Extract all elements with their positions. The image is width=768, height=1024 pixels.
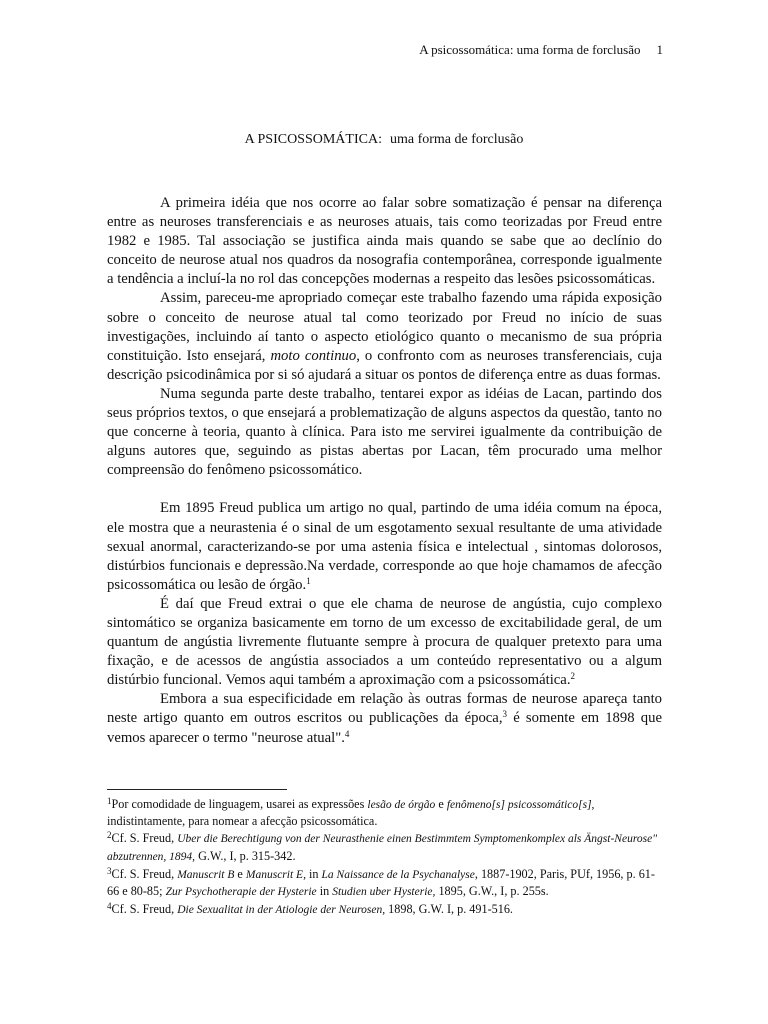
footnote-ref-1[interactable]: 1: [306, 575, 311, 586]
footnote-4-number: 4: [107, 901, 112, 912]
title-subtitle: uma forma de forclusão: [389, 132, 524, 147]
footnote-1-text-c: indistintamente, para nomear a afecção psicossomática.: [107, 814, 378, 829]
footnote-4-text-a: Cf. S. Freud,: [111, 902, 178, 917]
footnote-2: [107, 830, 662, 864]
paragraph-6: [107, 690, 662, 747]
footnote-3-italic-3: La Naissance de la Psychanalyse: [321, 868, 475, 881]
footnote-1-italic-2: fenômeno[s] psicossomático[s],: [446, 799, 595, 811]
footnote-3-text-a: Cf. S. Freud,: [111, 866, 178, 881]
footnote-4: [107, 901, 662, 918]
paragraph-6-text-b: é somente em 1898 que vemos aparecer o termo "neurose atual".: [107, 710, 662, 746]
title-main: A PSICOSSOMÁTICA:: [244, 132, 382, 147]
footnote-3-italic-5: Studien uber Hysterie,: [332, 886, 436, 899]
footnote-2-italic-1: Uber die Berechtigung von der Neurasthenie einen Bestimmtem Symptomenkomplex als Ängst-Neurose" abzutrennen, 1894,: [107, 833, 658, 863]
footnote-3-text-b: e: [234, 866, 246, 881]
footnote-1-number: 1: [107, 796, 112, 806]
footnote-3-italic-1: Manuscrit B: [177, 868, 235, 881]
paragraph-2-text-b: , o confronto com as neuroses transferenciais, cuja descrição psicodinâmica por si só ajudará a situar os pontos de diferença entre as duas formas.: [107, 347, 663, 383]
footnote-3: [107, 866, 662, 900]
footnote-1-text-a: Por comodidade de linguagem, usarei as expressões: [111, 797, 368, 811]
paragraph-2: [107, 289, 662, 384]
footnote-1-text-b: e: [435, 797, 447, 811]
footnote-3-number: 3: [107, 865, 112, 876]
paragraph-3: [107, 385, 662, 480]
paragraph-1-text: A primeira idéia que nos ocorre ao falar sobre somatização é pensar na diferença entre as neuroses transferenciais e as neuroses atuais, tais como teorizadas por Freud entre 1982 e 1985. Tal associação se justifica ainda mais quando se sabe que ao declínio do conceito de neurose atual nos quadros da nosografia contemporânea, corresponde igualmente a tendência a incluí-la no rol das concepções modernas a respeito das lesões psicossomáticas.: [107, 195, 662, 288]
paragraph-4-text: Em 1895 Freud publica um artigo no qual, partindo de uma idéia comum na época, ele mostra que a neurastenia é o sinal de um esgotamento sexual resultante de uma atividade sexual anormal, caracterizando-se por uma astenia física e intelectual , sintomas dolorosos, distúrbios funcionais e depressão.Na verdade, corresponde ao que hoje chamamos de afecção psicossomática ou lesão de órgão.: [107, 500, 662, 593]
footnote-3-text-f: 1895, G.W., I, p. 255s.: [435, 884, 549, 899]
footnote-4-text-b: 1898, G.W. I, p. 491-516.: [385, 902, 513, 917]
footnote-1: [107, 796, 662, 829]
running-title: A psicossomática: uma forma de forclusão: [419, 42, 641, 57]
footnote-3-text-c: in: [305, 866, 322, 881]
paragraph-6-text-a: Embora a sua especificidade em relação às outras formas de neurose apareça tanto neste artigo quanto em outros escritos ou publicações da época,: [107, 691, 662, 727]
paragraph-1: [107, 194, 662, 289]
footnote-1-italic-1: lesão de órgão: [367, 799, 436, 811]
footnote-3-italic-4: Zur Psychotherapie der Hysterie: [165, 886, 317, 899]
footnotes: [107, 796, 662, 919]
footnote-ref-2[interactable]: 2: [570, 671, 575, 682]
footnote-ref-3[interactable]: 3: [502, 709, 508, 720]
footnote-4-italic-1: Die Sexualitat in der Atiologie der Neurosen,: [177, 904, 386, 917]
body-text: [107, 194, 662, 748]
footnote-3-italic-2: Manuscrit E,: [245, 868, 306, 881]
footnote-3-text-e: in: [316, 884, 333, 899]
footnote-2-text-b: G.W., I, p. 315-342.: [195, 848, 296, 863]
footnote-2-text-a: Cf. S. Freud,: [111, 831, 178, 846]
page-number: 1: [656, 42, 663, 57]
footnote-3-text-d: , 1887-1902, Paris, PUf, 1956, p. 61-66 e 80-85;: [107, 866, 655, 899]
footnote-2-number: 2: [107, 830, 112, 841]
paragraph-5-text: É daí que Freud extrai o que ele chama de neurose de angústia, cujo complexo sintomático se organiza basicamente em torno de um excesso de excitabilidade geral, de um quantum de angústia livremente flutuante sempre à procura de qualquer pretexto para uma fixação, e de acessos de angústia associados a um conteúdo representativo ou a algum distúrbio funcional. Vemos aqui também a aproximação com a psicossomática.: [107, 595, 662, 689]
paragraph-5: [107, 595, 662, 690]
paragraph-2-text-a: Assim, pareceu-me apropriado começar este trabalho fazendo uma rápida exposição sobre o conceito de neurose atual tal como teorizado por Freud no início de suas investigações, incluindo aí tanto o aspecto etiológico quanto o mecanismo de sua própria constituição. Isto ensejará,: [107, 290, 662, 364]
document-title: [0, 132, 768, 148]
footnote-ref-4[interactable]: 4: [344, 728, 350, 739]
running-header: [419, 42, 663, 58]
paragraph-4: [107, 499, 662, 594]
paragraph-2-italic: moto continuo: [270, 347, 357, 364]
paragraph-3-text: Numa segunda parte deste trabalho, tentarei expor as idéias de Lacan, partindo dos seus próprios textos, o que ensejará a problematização de alguns aspectos da questão, tanto no que concerne à teoria, quanto à clínica. Para isto me servirei igualmente da contribuição de alguns autores que, seguindo as pistas abertas por Lacan, têm procurado uma melhor compreensão do fenômeno psicossomático.: [107, 385, 662, 479]
footnote-divider: [107, 789, 287, 790]
